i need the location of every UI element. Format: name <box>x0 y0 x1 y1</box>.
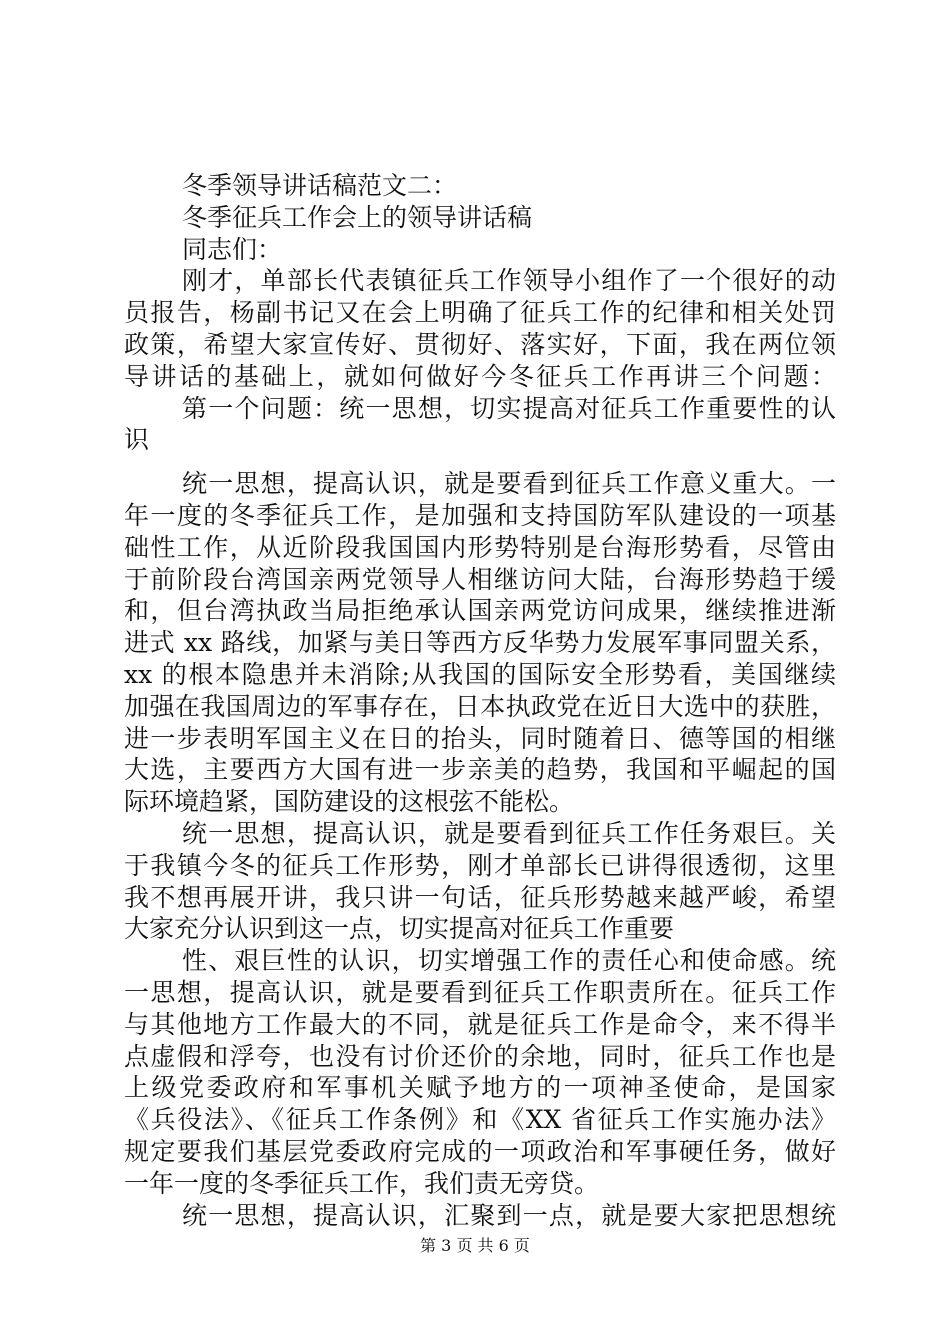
text-line: xx 的根本隐患并未消除;从我国的国际安全形势看，美国继续 <box>124 659 836 689</box>
text-line: 于我镇今冬的征兵工作形势，刚才单部长已讲得很透彻，这里 <box>124 850 836 880</box>
text-line: 与其他地方工作最大的不同，就是征兵工作是命令，来不得半 <box>124 1009 836 1039</box>
text-line: 加强在我国周边的军事存在，日本执政党在近日大选中的获胜， <box>124 691 836 721</box>
text-line: 础性工作，从近阶段我国国内形势特别是台海形势看，尽管由 <box>124 532 836 562</box>
text-line: 员报告，杨副书记又在会上明确了征兵工作的纪律和相关处罚 <box>124 298 836 328</box>
text-line: 同志们： <box>182 234 283 264</box>
text-line: 《兵役法》、《征兵工作条例》和《XX 省征兵工作实施办法》 <box>124 1105 836 1135</box>
text-line: 统一思想，提高认识，就是要看到征兵工作任务艰巨。关 <box>182 818 836 848</box>
text-line: 我不想再展开讲，我只讲一句话，征兵形势越来越严峻，希望 <box>124 882 836 912</box>
text-line: 统一思想，提高认识，就是要看到征兵工作意义重大。一 <box>182 469 836 499</box>
text-line: 和，但台湾执政当局拒绝承认国亲两党访问成果，继续推进渐 <box>124 596 836 626</box>
text-line: 上级党委政府和军事机关赋予地方的一项神圣使命，是国家 <box>124 1073 836 1103</box>
page-footer: 第 3 页 共 6 页 <box>420 1236 530 1255</box>
text-line: 大家充分认识到这一点，切实提高对征兵工作重要 <box>124 914 675 944</box>
text-line: 大选，主要西方大国有进一步亲美的趋势，我国和平崛起的国 <box>124 755 836 785</box>
text-line: 政策，希望大家宣传好、贯彻好、落实好，下面，我在两位领 <box>124 329 836 359</box>
text-line: 规定要我们基层党委政府完成的一项政治和军事硬任务，做好 <box>124 1136 836 1166</box>
text-line: 于前阶段台湾国亲两党领导人相继访问大陆，台海形势趋于缓 <box>124 564 836 594</box>
text-line: 一思想，提高认识，就是要看到征兵工作职责所在。征兵工作 <box>124 977 836 1007</box>
text-line: 第一个问题：统一思想，切实提高对征兵工作重要性的认 <box>182 393 836 423</box>
text-line: 导讲话的基础上，就如何做好今冬征兵工作再讲三个问题： <box>124 361 836 391</box>
text-line: 进一步表明军国主义在日的抬头，同时随着日、德等国的相继 <box>124 723 836 753</box>
text-line: 点虚假和浮夸，也没有讨价还价的余地，同时，征兵工作也是 <box>124 1041 836 1071</box>
text-line: 一年一度的冬季征兵工作，我们责无旁贷。 <box>124 1168 600 1198</box>
text-line: 识 <box>124 425 150 455</box>
text-line: 冬季征兵工作会上的领导讲话稿 <box>182 202 533 232</box>
text-line: 冬季领导讲话稿范文二： <box>182 171 458 200</box>
text-line: 统一思想，提高认识，汇聚到一点，就是要大家把思想统 <box>182 1200 836 1230</box>
document-body <box>124 170 836 1231</box>
text-line: 际环境趋紧，国防建设的这根弦不能松。 <box>124 787 575 817</box>
text-line: 性、艰巨性的认识，切实增强工作的责任心和使命感。统 <box>182 946 836 976</box>
text-line: 刚才，单部长代表镇征兵工作领导小组作了一个很好的动 <box>182 266 836 296</box>
text-line: 进式 xx 路线，加紧与美日等西方反华势力发展军事同盟关系， <box>124 628 836 658</box>
text-line: 年一度的冬季征兵工作，是加强和支持国防军队建设的一项基 <box>124 500 836 530</box>
